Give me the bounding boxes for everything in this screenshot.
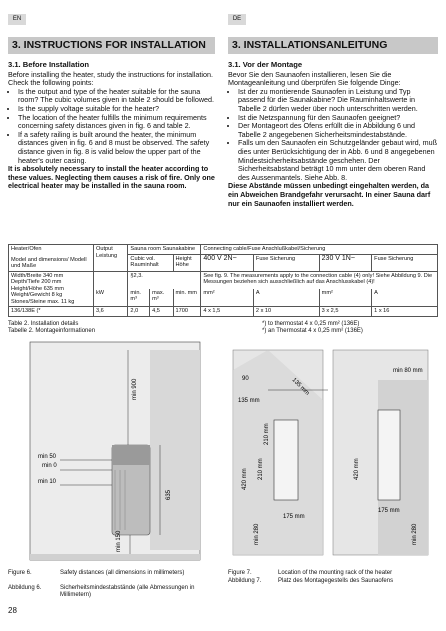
lang-tag-de: DE [228,14,246,25]
subsection-title-de: 3.1. Vor der Montage [228,60,303,69]
dimension-label: 175 mm [283,514,305,520]
figure-6-number-en: Figure 6. [8,570,32,576]
dimension-label: min 280 [412,523,418,545]
figure-6-caption-en: Safety distances (all dimensions in millimeters) [60,570,185,576]
checklist-item: • Ist die Netzspannung für den Saunaofen geeignet? [238,114,438,123]
table-header-height: Height Höhe [173,254,201,271]
checklist-item: • Is the output and type of the heater suitable for the sauna room? The cubic volumes given in table 2 should be followed. [18,88,216,105]
table-header-230v: 230 V 1N~ [319,254,372,271]
table-caption-en: Table 2. Installation details [8,321,79,327]
figure-6-safety-distances [20,340,210,565]
table-header-heater [9,245,94,272]
figure-7-caption-en: Location of the mounting rack of the heater [278,570,393,576]
table-cell-room-note: §2,3. [128,271,201,289]
table-caption-de: Tabelle 2. Montageinformationen [8,328,96,334]
dimension-label: min 900 [132,378,138,400]
table-cell [94,271,128,289]
dimension-label: 420 mm [354,458,360,480]
table-header-room: Sauna room Saunakabine [128,245,201,255]
table-unit: min. mm [173,289,201,307]
dimension-label: 90 [242,376,249,382]
table-header-fuse-400: Fuse Sicherung [253,254,319,271]
checklist-item: • Falls um den Saunaofen ein Schutzgeländer gebaut wird, muß dies unter Berücksichtigung der in Abb. 6 und 8 angegebenen Mindestsicherheitsabstände geschehen. Der Sicherheitsabstand beträgt 10 mm unter dem oberen Rand des Aussenmantels. Siehe Abb. 8. [238,139,438,182]
checklist-item: • The location of the heater fulfills the minimum requirements concerning safety distances given in fig. 6 and table 2. [18,114,216,131]
subsection-title-en: 3.1. Before Installation [8,60,90,69]
table-header-output: Output Leistung [94,245,128,272]
section-title-en: 3. INSTRUCTIONS FOR INSTALLATION [8,37,215,54]
table-header-connection: Connecting cable/Fuse Anschlußkabel/Sicherung [201,245,438,255]
dimension-label: 175 mm [378,508,400,514]
floor [30,554,200,560]
table-unit: max. m³ [150,289,173,307]
table-unit: mm² [319,289,372,307]
table-unit: A [372,289,438,307]
table-header-fuse-230: Fuse Sicherung [372,254,438,271]
checklist-item: • Ist der zu montierende Saunaofen in Leistung und Typ passend für die Saunakabine? Die Rauminhaltswerte in Tabelle 2 dürfen weder über noch unterschritten werden. [238,88,438,114]
wall-shade [150,350,200,550]
table-unit: min. m³ [128,289,150,307]
checklist-en [8,88,216,165]
intro-de: Bevor Sie den Saunaofen installieren, lesen Sie die Montageanleitung und überprüfen Sie folgende Dinge: [228,69,401,88]
footnote-en: *) to thermostat 4 x 0,25 mm² (136E) [262,321,360,327]
dimension-label: min 0 [42,463,57,469]
dimension-label: 635 [166,489,172,500]
table-unit: kW [94,289,128,307]
table-unit: mm² [201,289,254,307]
footnote-de: *) an Thermostat 4 x 0,25 mm² (136E) [262,328,363,334]
figure-7-caption-de: Platz des Montagegestells des Saunaofens [278,578,394,584]
table-header-cubic: Cubic vol. Rauminhalt [128,254,173,271]
lang-tag-en: EN [8,14,26,25]
warning-en: It is absolutely necessary to install the heater according to these values. Neglecting them causes a risk of fire. Only one electrical heater may be installed in the sauna room. [8,164,215,191]
intro-en: Before installing the heater, study the instructions for installation. Check the following points: [8,69,213,88]
installation-table [8,244,438,317]
dimension-label: 210 mm [264,423,270,445]
table-row [9,307,438,317]
table-cell: 1700 [173,307,201,317]
page-number: 28 [8,606,17,615]
checklist-item: • If a safety railing is built around the heater, the minimum distances given in fig. 6 and 8 must be observed. The safety distance given in fig. 8 is valid below the upper part of the heater's outer casing. [18,131,216,165]
table-cell: 3 x 2,5 [319,307,372,317]
dimension-label: min 280 [254,523,260,545]
mounting-rack [378,410,400,500]
dimension-label: 135 mm [238,398,260,404]
figure-6-number-de: Abbildung 6. [8,585,42,591]
dimension-label: min 80 mm [393,368,423,374]
dimension-label: 210 mm [258,458,264,480]
table-cell: 2,0 [128,307,150,317]
german-column [228,61,438,208]
dimension-label: 420 mm [242,468,248,490]
figure-7-number-de: Abbildung 7. [228,578,262,584]
figure-7-mounting-rack [228,340,433,565]
dimension-label: 135 mm [290,377,311,397]
table-cell: 2 x 10 [253,307,319,317]
mounting-rack [274,420,298,500]
section-title-de: 3. INSTALLATIONSANLEITUNG [228,37,438,54]
figure-7-number-en: Figure 7. [228,570,252,576]
checklist-de [228,88,438,183]
table-cell: 3,6 [94,307,128,317]
checklist-item: • Is the supply voltage suitable for the heater? [18,105,216,114]
figure-6-caption-de: Sicherheitsmindestabstände (alle Abmessungen in Millimetern) [60,585,195,598]
dimension-label: min 150 [116,530,122,552]
table-cell-dimensions: Width/Breite 340 mm Depth/Tiefe 200 mm Height/Höhe 635 mm Weight/Gewicht 8 kg Stones/Steine max. 11 kg [9,271,94,307]
table-cell-model: 136/138E (* [9,307,94,317]
table-unit: A [253,289,319,307]
table-cell-connection-note: See fig. 9. The measurements apply to the connection cable (4) only! Siehe Abbildung 9. Die Messungen beziehen sich ausschließlich auf das Anschlusskabel (4)! [201,271,438,289]
warning-de: Diese Abstände müssen unbedingt eingehalten werden, da ein Abweichen Brandgefahr verursacht. In einer Sauna darf nur ein Saunaofen installiert werden. [228,181,431,208]
table-header-400v: 400 V 2N~ [201,254,254,271]
heater-header-label: Heater/Ofen [11,246,42,252]
model-header-label: Model and dimensions/ Modell und Maße [11,256,87,269]
table-cell: 1 x 16 [372,307,438,317]
table-cell: 4 x 1,5 [201,307,254,317]
table-cell: 4,5 [150,307,173,317]
english-column [8,61,216,191]
dimension-label: min 50 [38,454,57,460]
checklist-item: • Der Montageort des Ofens erfüllt die in Abbildung 6 und Tabelle 2 angegebenen Sicherheitsmindestabstände. [238,122,438,139]
heater-stone-area [112,445,150,465]
dimension-label: min 10 [38,479,57,485]
